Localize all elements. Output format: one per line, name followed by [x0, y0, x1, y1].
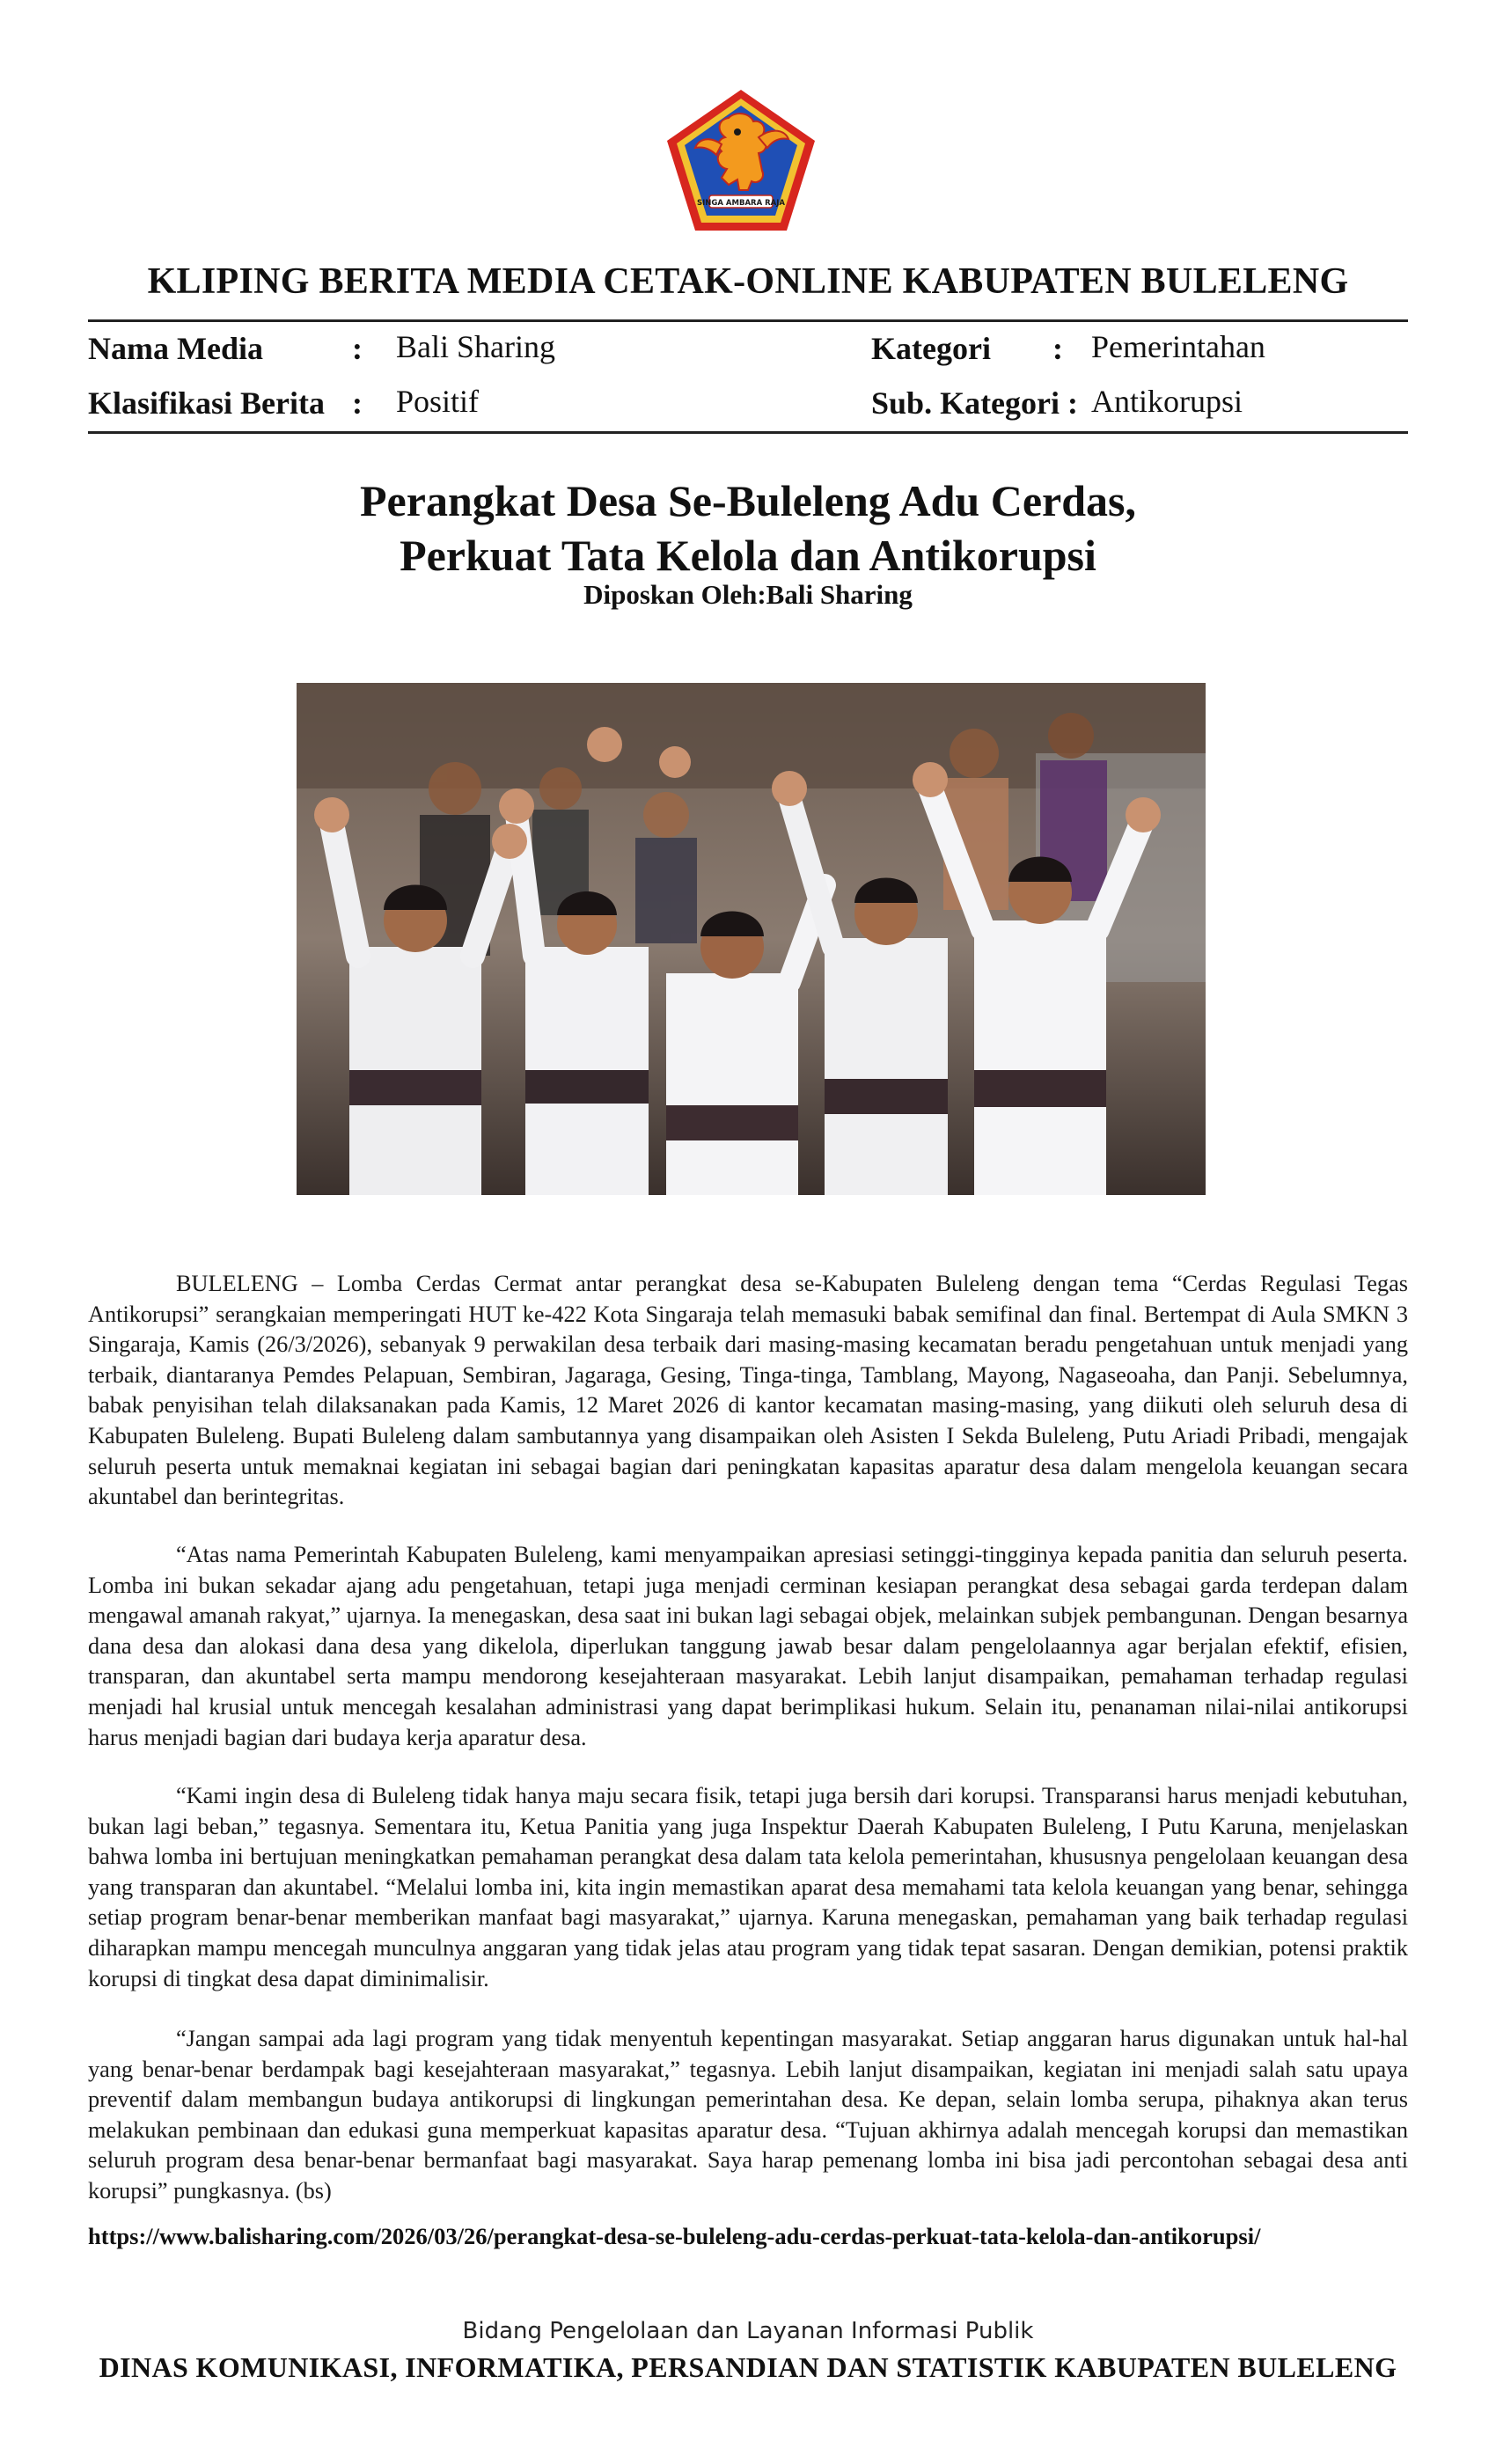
article-title-line-1: Perangkat Desa Se-Buleleng Adu Cerdas,: [360, 476, 1136, 525]
category-value: Pemerintahan: [1091, 329, 1265, 364]
media-name-label: Nama Media: [88, 331, 263, 366]
news-photo: [297, 683, 1206, 1195]
clipping-header-title: KLIPING BERITA MEDIA CETAK-ONLINE KABUPATEN BULELENG: [147, 261, 1349, 302]
subcategory-value: Antikorupsi: [1091, 384, 1243, 419]
regency-logo: [664, 86, 818, 236]
article-paragraph-4: “Jangan sampai ada lagi program yang tidak menyentuh kepentingan masyarakat. Setiap anggaran harus digunakan untuk hal-hal yang benar-benar berdampak bagi kesejahteraan masyarakat,” tegasnya. Lebih lanjut disampaikan, kegiatan ini menjadi salah satu upaya preventif dalam membangun budaya antikorupsi di lingkungan pemerintahan desa. Ke depan, selain lomba serupa, pihaknya akan terus melakukan pembinaan dan edukasi guna memperkuat kapasitas aparatur desa. “Tujuan akhirnya adalah mencegah korupsi dan memastikan seluruh program desa benar-benar bermanfaat bagi masyarakat. Saya harap pemenang lomba ini bisa jadi percontohan sebagai desa anti korupsi” pungkasnya. (bs): [88, 2026, 1408, 2204]
article-paragraph-1: BULELENG – Lomba Cerdas Cermat antar perangkat desa se-Kabupaten Buleleng dengan tema “Cerdas Regulasi Tegas Antikorupsi” serangkaian memperingati HUT ke-422 Kota Singaraja telah memasuki babak semifinal dan final. Bertempat di Aula SMKN 3 Singaraja, Kamis (26/3/2026), sebanyak 9 perwakilan desa terbaik dari masing-masing kecamatan beradu pengetahuan untuk menjadi yang terbaik, diantaranya Pemdes Pelapuan, Sembiran, Jagaraga, Gesing, Tinga-tinga, Tamblang, Mayong, Nagaseoaha, dan Panji. Sebelumnya, babak penyisihan telah dilaksanakan pada Kamis, 12 Maret 2026 di kantor kecamatan masing-masing, yang diikuti oleh seluruh desa di Kabupaten Buleleng. Bupati Buleleng dalam sambutannya yang disampaikan oleh Asisten I Sekda Buleleng, Putu Ariadi Pribadi, mengajak seluruh peserta untuk memaknai kegiatan ini sebagai bagian dari peningkatan kapasitas aparatur desa dalam mengelola keuangan secara akuntabel dan berintegritas.: [88, 1271, 1408, 1510]
classification-label: Klasifikasi Berita: [88, 385, 325, 421]
article-title-line-2: Perkuat Tata Kelola dan Antikorupsi: [400, 531, 1096, 580]
article-paragraph-3: “Kami ingin desa di Buleleng tidak hanya maju secara fisik, tetapi juga bersih dari korupsi. Transparansi harus menjadi kebutuhan, bukan lagi beban,” tegasnya. Sementara itu, Ketua Panitia yang juga Inspektur Daerah Kabupaten Buleleng, I Putu Karuna, menjelaskan bahwa lomba ini bertujuan meningkatkan pemahaman perangkat desa dalam tata kelola pemerintahan, khususnya pengelolaan keuangan desa yang transparan dan akuntabel. “Melalui lomba ini, kita ingin memastikan aparat desa memahami tata kelola keuangan yang benar, sehingga setiap program benar-benar memberikan manfaat bagi masyarakat,” ujarnya. Karuna menegaskan, pemahaman yang baik terhadap regulasi diharapkan mampu mencegah munculnya anggaran yang tidak jelas atau program yang tidak tepat sasaran. Dengan demikian, potensi praktik korupsi di tingkat desa dapat diminimalisir.: [88, 1783, 1408, 1991]
source-url-link[interactable]: https://www.balisharing.com/2026/03/26/perangkat-desa-se-buleleng-adu-cerdas-perkuat-tata-kelola-dan-antikorupsi/: [88, 2223, 1261, 2249]
logo-motto-text: SINGA AMBARA RAJA: [697, 199, 785, 208]
classification-value: Positif: [396, 384, 480, 419]
header-divider-top: [88, 319, 1408, 322]
subcategory-label: Sub. Kategori :: [871, 385, 1079, 421]
media-name-colon: :: [352, 331, 363, 366]
category-colon: :: [1052, 331, 1063, 366]
footer-division: Bidang Pengelolaan dan Layanan Informasi Publik: [462, 2318, 1034, 2344]
article-byline: Diposkan Oleh:Bali Sharing: [583, 579, 913, 610]
header-divider-bottom: [88, 431, 1408, 434]
media-name-value: Bali Sharing: [396, 329, 555, 364]
article-paragraph-2: “Atas nama Pemerintah Kabupaten Buleleng, kami menyampaikan apresiasi setinggi-tingginya kepada panitia dan seluruh peserta. Lomba ini bukan sekadar ajang adu pengetahuan, tetapi juga menjadi cerminan kesiapan perangkat desa sebagai garda terdepan dalam mengawal amanah rakyat,” ujarnya. Ia menegaskan, desa saat ini bukan lagi sebagai objek, melainkan subjek pembangunan. Dengan besarnya dana desa dan alokasi dana desa yang dikelola, diperlukan tanggung jawab besar dalam pengelolaannya agar berjalan efektif, efisien, transparan, dan akuntabel serta mampu mendorong kesejahteraan masyarakat. Lebih lanjut disampaikan, pemahaman terhadap regulasi menjadi hal krusial untuk mencegah kesalahan administrasi yang dapat berimplikasi hukum. Selain itu, penanaman nilai-nilai antikorupsi harus menjadi bagian dari budaya kerja aparatur desa.: [88, 1542, 1408, 1750]
celebrating-women-photo: [297, 683, 1206, 1195]
classification-colon: :: [352, 385, 363, 421]
lion-crest-icon: [664, 86, 818, 236]
footer-agency: DINAS KOMUNIKASI, INFORMATIKA, PERSANDIAN DAN STATISTIK KABUPATEN BULELENG: [99, 2351, 1397, 2383]
category-label: Kategori: [871, 331, 991, 366]
